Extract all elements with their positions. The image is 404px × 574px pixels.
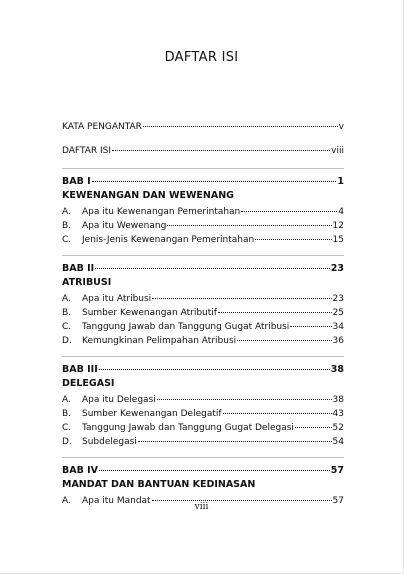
toc-entry[interactable] [62,219,344,233]
chapter-page: 1 [337,176,344,187]
chapter-heading-bab-3[interactable] [62,363,344,377]
toc-entry-page: 23 [332,294,344,304]
toc-entry-label: Apa itu Kewenangan Pemerintahan [82,207,241,217]
toc-entry-label: Sumber Kewenangan Delegatif [82,409,222,419]
toc-entry-label: Apa itu Wewenang [82,221,167,231]
toc-entry-label: Apa itu Delegasi [82,395,156,405]
toc-entry-label: Apa itu Atribusi [82,294,152,304]
chapter-label: BAB I [62,176,91,187]
toc-entry-label: Sumber Kewenangan Atributif [82,308,217,318]
dot-leader [99,369,330,370]
chapter-title: ATRIBUSI [62,277,112,288]
divider [62,168,344,169]
toc-entry-label: Tanggung Jawab dan Tanggung Gugat Delegasi [82,423,294,433]
chapter-title: MANDAT DAN BANTUAN KEDINASAN [62,479,256,490]
dot-leader [138,441,332,442]
toc-entry[interactable] [62,421,344,435]
toc-entry-letter: D. [62,437,72,447]
dot-leader [152,500,332,501]
toc-entry-page: 54 [332,437,344,447]
toc-entry-label: Kemungkinan Pelimpahan Atribusi [82,336,237,346]
chapter-heading-bab-1[interactable] [62,175,344,189]
toc-entry-label: Tanggung Jawab dan Tanggung Gugat Atribusi [82,322,290,332]
dot-leader [157,399,332,400]
toc-entry-label: Jenis-Jenis Kewenangan Pemerintahan [82,235,255,245]
toc-entry-daftar-isi[interactable] [62,144,344,158]
chapter-title: DELEGASI [62,378,115,389]
toc-entry-label: KATA PENGANTAR [62,122,142,132]
chapter-page: 38 [330,364,344,375]
toc-entry-page: 43 [332,409,344,419]
toc-entry-label: Subdelegasi [82,437,137,447]
dot-leader [295,427,332,428]
toc-entry-page: 52 [332,423,344,433]
toc-entry-letter: B. [62,308,72,318]
dot-leader [255,239,331,240]
chapter-heading-bab-4[interactable] [62,464,344,478]
page-title: DAFTAR ISI [164,50,239,65]
dot-leader [143,126,338,127]
chapter-label: BAB II [62,263,95,274]
dot-leader [290,326,331,327]
toc-entry-page: 4 [338,207,344,217]
toc-entry-letter: C. [62,423,72,433]
chapter-page: 23 [330,263,344,274]
toc-entry-page: 15 [332,235,344,245]
toc-entry-page: 25 [332,308,344,318]
toc-entry-page: 36 [332,336,344,346]
toc-entry-page: v [338,122,344,132]
toc-entry-label: DAFTAR ISI [62,146,112,156]
divider [62,356,344,357]
toc-entry-page: 57 [332,496,344,506]
toc-entry[interactable] [62,233,344,247]
dot-leader [218,312,332,313]
toc-entry-page: viii [331,146,344,156]
toc-entry-letter: C. [62,235,72,245]
toc-entry-page: 34 [332,322,344,332]
toc-entry[interactable] [62,320,344,334]
dot-leader [237,340,331,341]
toc-entry-letter: B. [62,409,72,419]
dot-leader [223,413,332,414]
chapter-title: KEWENANGAN DAN WEWENANG [62,190,234,201]
toc-entry-letter: D. [62,336,72,346]
table-of-contents [62,120,344,508]
dot-leader [112,150,330,151]
chapter-label: BAB IV [62,465,99,476]
toc-entry-letter: A. [62,395,71,405]
toc-entry[interactable] [62,205,344,219]
page-number-footer: viii [194,502,209,512]
dot-leader [95,268,330,269]
chapter-heading-bab-2[interactable] [62,262,344,276]
toc-entry[interactable] [62,407,344,421]
toc-entry-kata-pengantar[interactable] [62,120,344,134]
toc-entry-letter: A. [62,496,71,506]
toc-entry-page: 12 [332,221,344,231]
chapter-page: 57 [330,465,344,476]
toc-entry[interactable] [62,435,344,449]
dot-leader [241,211,337,212]
dot-leader [92,181,337,182]
toc-entry[interactable] [62,334,344,348]
toc-entry[interactable] [62,292,344,306]
dot-leader [152,298,331,299]
toc-entry[interactable] [62,393,344,407]
toc-entry-letter: A. [62,294,71,304]
toc-entry-letter: A. [62,207,71,217]
toc-entry[interactable] [62,306,344,320]
dot-leader [167,225,331,226]
chapter-label: BAB III [62,364,98,375]
dot-leader [99,470,330,471]
toc-entry-label: Apa itu Mandat [82,496,151,506]
toc-entry-letter: B. [62,221,72,231]
divider [62,457,344,458]
toc-entry-letter: C. [62,322,72,332]
toc-entry-page: 38 [332,395,344,405]
divider [62,255,344,256]
